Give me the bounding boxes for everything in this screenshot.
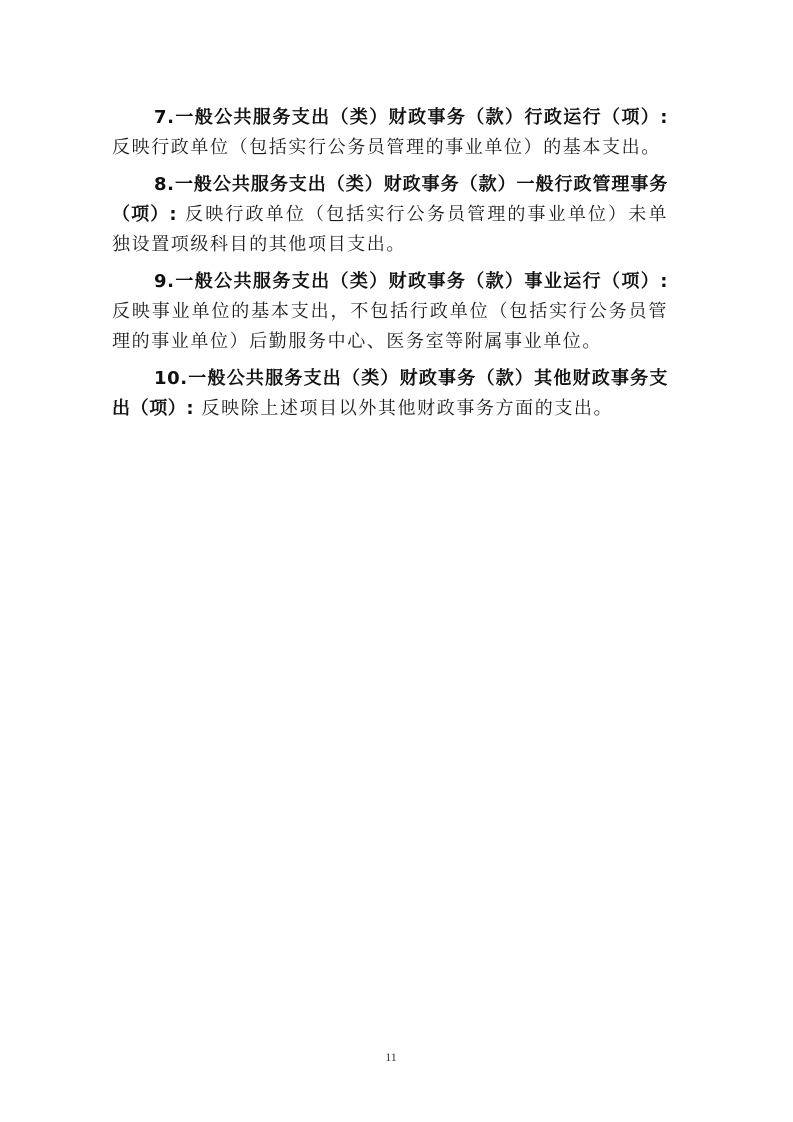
paragraph-item-8 <box>112 170 668 260</box>
item-heading: 7.一般公共服务支出（类）财政事务（款）行政运行（项）: <box>154 107 668 128</box>
page-number: 11 <box>385 1050 397 1064</box>
document-body <box>112 103 668 431</box>
item-heading: 9.一般公共服务支出（类）财政事务（款）事业运行（项）: <box>154 271 668 292</box>
item-description: 反映除上述项目以外其他财政事务方面的支出。 <box>201 398 614 419</box>
item-heading: 10.一般公共服务支出（类）财政事务（款）其他财政事务支出（项）: <box>112 368 668 419</box>
item-heading: 8.一般公共服务支出（类）财政事务（款）一般行政管理事务（项）: <box>112 174 668 225</box>
paragraph-item-7 <box>112 103 668 163</box>
paragraph-item-9 <box>112 267 668 357</box>
item-description: 反映事业单位的基本支出，不包括行政单位（包括实行公务员管理的事业单位）后勤服务中心、医务室等附属事业单位。 <box>112 301 668 352</box>
item-description: 反映行政单位（包括实行公务员管理的事业单位）的基本支出。 <box>112 137 661 158</box>
item-description: 反映行政单位（包括实行公务员管理的事业单位）未单独设置项级科目的其他项目支出。 <box>112 204 668 255</box>
paragraph-item-10 <box>112 364 668 424</box>
